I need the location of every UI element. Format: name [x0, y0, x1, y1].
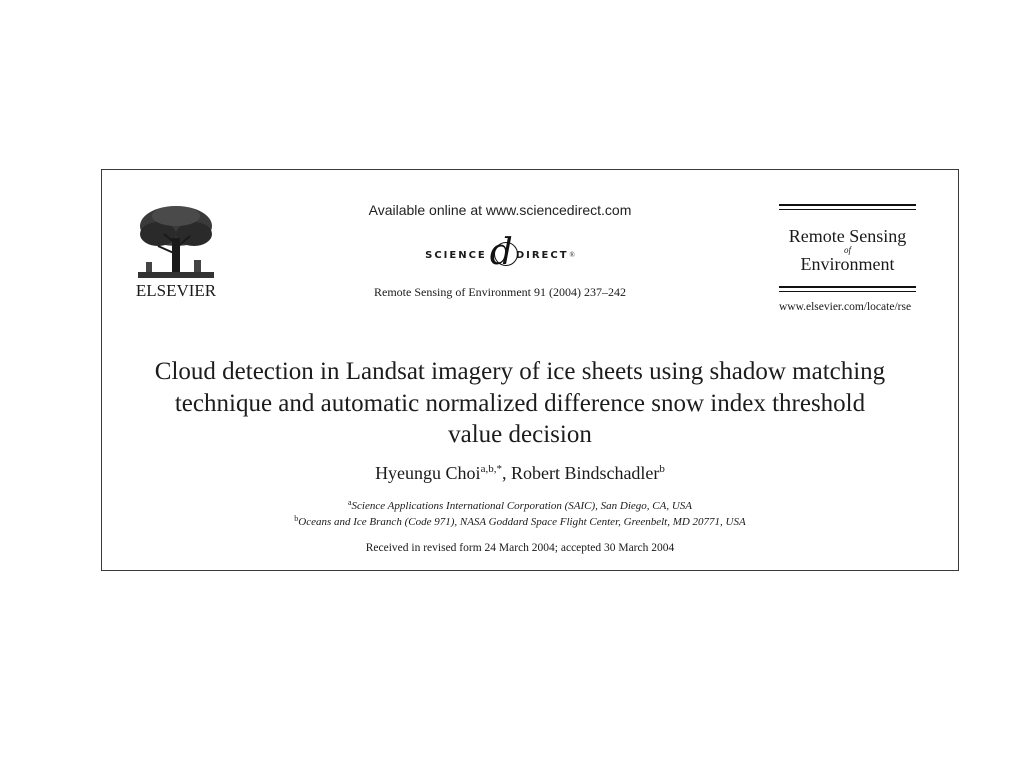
journal-title-of: of [843, 245, 851, 255]
affil-text: Oceans and Ice Branch (Code 971), NASA Goddard Space Flight Center, Greenbelt, MD 20771, USA [298, 516, 746, 528]
affil-mark: a [347, 498, 352, 507]
affil-text: Science Applications International Corporation (SAIC), San Diego, CA, USA [351, 500, 692, 512]
affil-mark: b [294, 514, 299, 523]
affiliation-b [200, 516, 840, 528]
author-name: Hyeungu Choi [375, 463, 481, 483]
article-title: Cloud detection in Landsat imagery of ice sheets using shadow matching technique and automatic normalized difference snow index threshold value decision [154, 358, 886, 448]
journal-title-line1: Remote Sensing [788, 226, 907, 246]
author-name: Robert Bindschadler [510, 463, 660, 483]
author-affil-mark: b [659, 463, 665, 475]
sd-registered-mark: ® [569, 251, 575, 259]
sd-word-direct: DIRECT [515, 249, 569, 261]
author-separator: , [501, 463, 511, 483]
journal-citation: Remote Sensing of Environment 91 (2004) 237–242 [374, 285, 626, 299]
sd-word-science: SCIENCE [425, 249, 487, 261]
received-dates: Received in revised form 24 March 2004; accepted 30 March 2004 [365, 542, 675, 554]
author-affil-mark: a,b,* [480, 463, 502, 475]
rule-top [779, 204, 916, 210]
elsevier-tree-logo [134, 204, 218, 282]
journal-url: www.elsevier.com/locate/rse [778, 301, 912, 313]
author-list [250, 463, 790, 484]
journal-title-line2: Environment [800, 254, 895, 274]
publisher-name: ELSEVIER [135, 281, 217, 300]
sciencedirect-logo [400, 232, 600, 274]
rule-bottom [779, 286, 916, 292]
affiliation-a [200, 500, 840, 512]
sd-at-icon: d [489, 232, 513, 273]
available-online-text: Available online at www.sciencedirect.com [368, 202, 632, 218]
journal-title-box [779, 204, 916, 292]
